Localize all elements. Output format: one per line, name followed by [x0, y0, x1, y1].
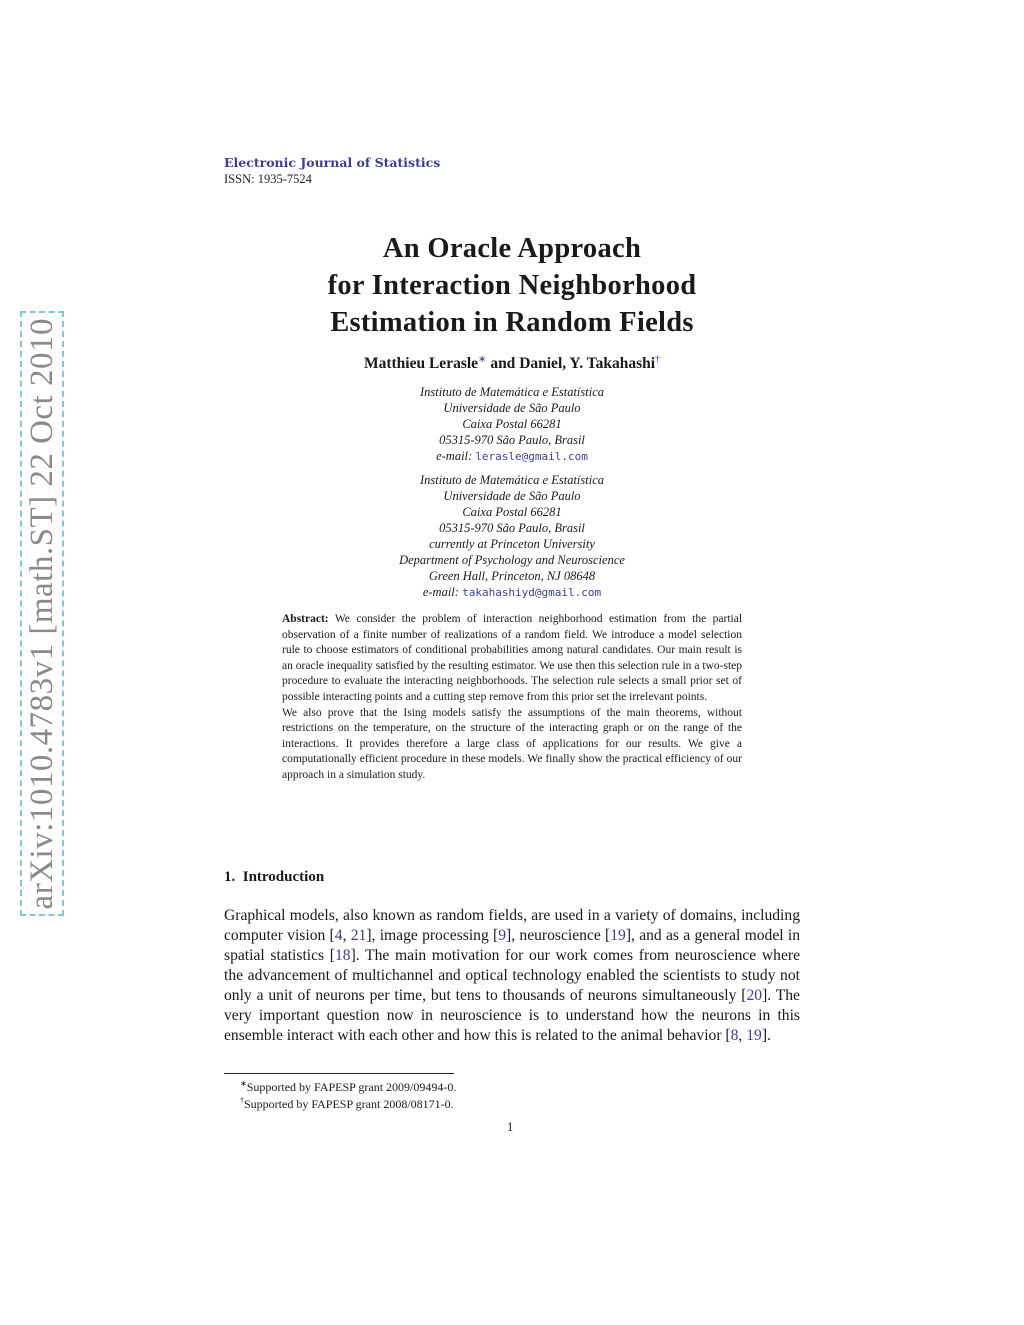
intro-text: ]. The main motivation for our work comes from neuroscience where the advancement of multichannel and optical technology enabled the scientists to study not only a unit of neurons per time, but tens to thousands of neurons simultaneously [ [224, 947, 800, 1004]
section-title: Introduction [242, 869, 325, 885]
author-lerasle: Matthieu Lerasle [363, 355, 479, 373]
citation-4[interactable]: 4 [334, 927, 343, 944]
affiliation-line: Instituto de Matemática e Estatística [420, 473, 604, 487]
email-label: e-mail: [436, 449, 473, 463]
section-number: 1. [224, 869, 236, 885]
intro-text: ], image processing [ [366, 927, 499, 944]
author-takahashi: Daniel, Y. Takahashi [519, 355, 656, 373]
introduction-paragraph [224, 906, 800, 1046]
affiliation-line: Instituto de Matemática e Estatística [420, 385, 604, 399]
affiliation-line: Universidade de São Paulo [443, 401, 581, 415]
citation-21[interactable]: 21 [350, 927, 367, 944]
citation-19[interactable]: 19 [610, 927, 626, 944]
arxiv-stamp [20, 311, 64, 916]
citation-20[interactable]: 20 [746, 987, 763, 1004]
footnote-1-text: Supported by FAPESP grant 2009/09494-0. [246, 1080, 457, 1094]
affiliation-line: Caixa Postal 66281 [462, 505, 562, 519]
footnote-2-text: Supported by FAPESP grant 2008/08171-0. [244, 1097, 454, 1111]
abstract [282, 612, 742, 784]
intro-text: ]. [761, 1027, 771, 1044]
intro-text: ], and as a general model in spatial statistics [ [224, 927, 800, 964]
intro-text: ]. The very important question now in neuroscience is to understand how the neurons in this ensemble interact with each other and how this is related to the animal behavior [ [224, 987, 800, 1044]
affiliation-line: 05315-970 São Paulo, Brasil [439, 433, 585, 447]
affiliation-takahashi [262, 472, 762, 601]
citation-19[interactable]: 19 [746, 1027, 762, 1044]
email-line [262, 448, 762, 465]
affiliation-line: Universidade de São Paulo [443, 489, 581, 503]
affiliation-lerasle [262, 384, 762, 465]
email-link-takahashi[interactable]: takahashiyd@gmail.com [462, 586, 602, 599]
abstract-text-1: We consider the problem of interaction neighborhood estimation from the partial observation of a finite number of realizations of a random field. We introduce a model selection rule to choose estimators of conditional probabilities among natural candidates. Our main result is an oracle inequality satisfied by the resulting estimator. We use then this selection rule in a two-step procedure to evaluate the interacting neighborhoods. The selection rule selects a small prior set of possible interacting points and a cutting step remove from this prior set the irrelevant points. [282, 613, 743, 703]
footnote-2 [240, 1096, 454, 1112]
intro-text: Graphical models, also known as random fields, are used in a variety of domains, including computer vision [ [224, 907, 800, 944]
footnote-mark-2[interactable]: † [655, 354, 661, 365]
journal-issn: ISSN: 1935-7524 [224, 172, 312, 186]
citation-18[interactable]: 18 [335, 947, 351, 964]
abstract-paragraph-2: We also prove that the Ising models satisfy the assumptions of the main theorems, without restrictions on the temperature, on the structure of the interacting graph or on the range of the interactions. It provides therefore a large class of applications for our results. We give a computationally efficient procedure in these models. We finally show the practical efficiency of our approach in a simulation study. [282, 706, 742, 781]
abstract-label: Abstract: [282, 613, 329, 625]
footnote-1-mark: ∗ [240, 1079, 247, 1088]
email-link-lerasle[interactable]: lerasle@gmail.com [475, 450, 588, 463]
affiliation-line: Caixa Postal 66281 [462, 417, 562, 431]
intro-text: , [342, 927, 351, 944]
affiliation-line: Green Hall, Princeton, NJ 08648 [428, 569, 596, 583]
title-line: Estimation in Random Fields [330, 307, 694, 338]
author-list [212, 354, 812, 373]
page-number: 1 [507, 1120, 514, 1134]
footnote-1 [240, 1079, 456, 1095]
section-heading-introduction [224, 869, 324, 886]
affiliation-line: Department of Psychology and Neuroscience [399, 553, 625, 567]
affiliation-line: 05315-970 São Paulo, Brasil [439, 521, 585, 535]
intro-text: , [738, 1027, 747, 1044]
paper-title [212, 230, 812, 341]
arxiv-identifier: arXiv:1010.4783v1 [math.ST] 22 Oct 2010 [23, 317, 60, 910]
author-joiner: and [486, 355, 520, 373]
journal-name[interactable]: Electronic Journal of Statistics [224, 155, 441, 170]
footnote-divider [224, 1073, 454, 1074]
citation-8[interactable]: 8 [730, 1027, 739, 1044]
citation-9[interactable]: 9 [498, 927, 507, 944]
intro-text: ], neuroscience [ [506, 927, 611, 944]
title-line: An Oracle Approach [382, 233, 642, 264]
email-label: e-mail: [422, 585, 459, 599]
title-line: for Interaction Neighborhood [327, 270, 697, 301]
affiliation-line: currently at Princeton University [429, 537, 595, 551]
footnote-2-mark: † [240, 1096, 244, 1105]
email-line [262, 584, 762, 601]
footnote-mark-1[interactable]: ∗ [478, 354, 487, 365]
abstract-paragraph-1 [282, 612, 742, 706]
